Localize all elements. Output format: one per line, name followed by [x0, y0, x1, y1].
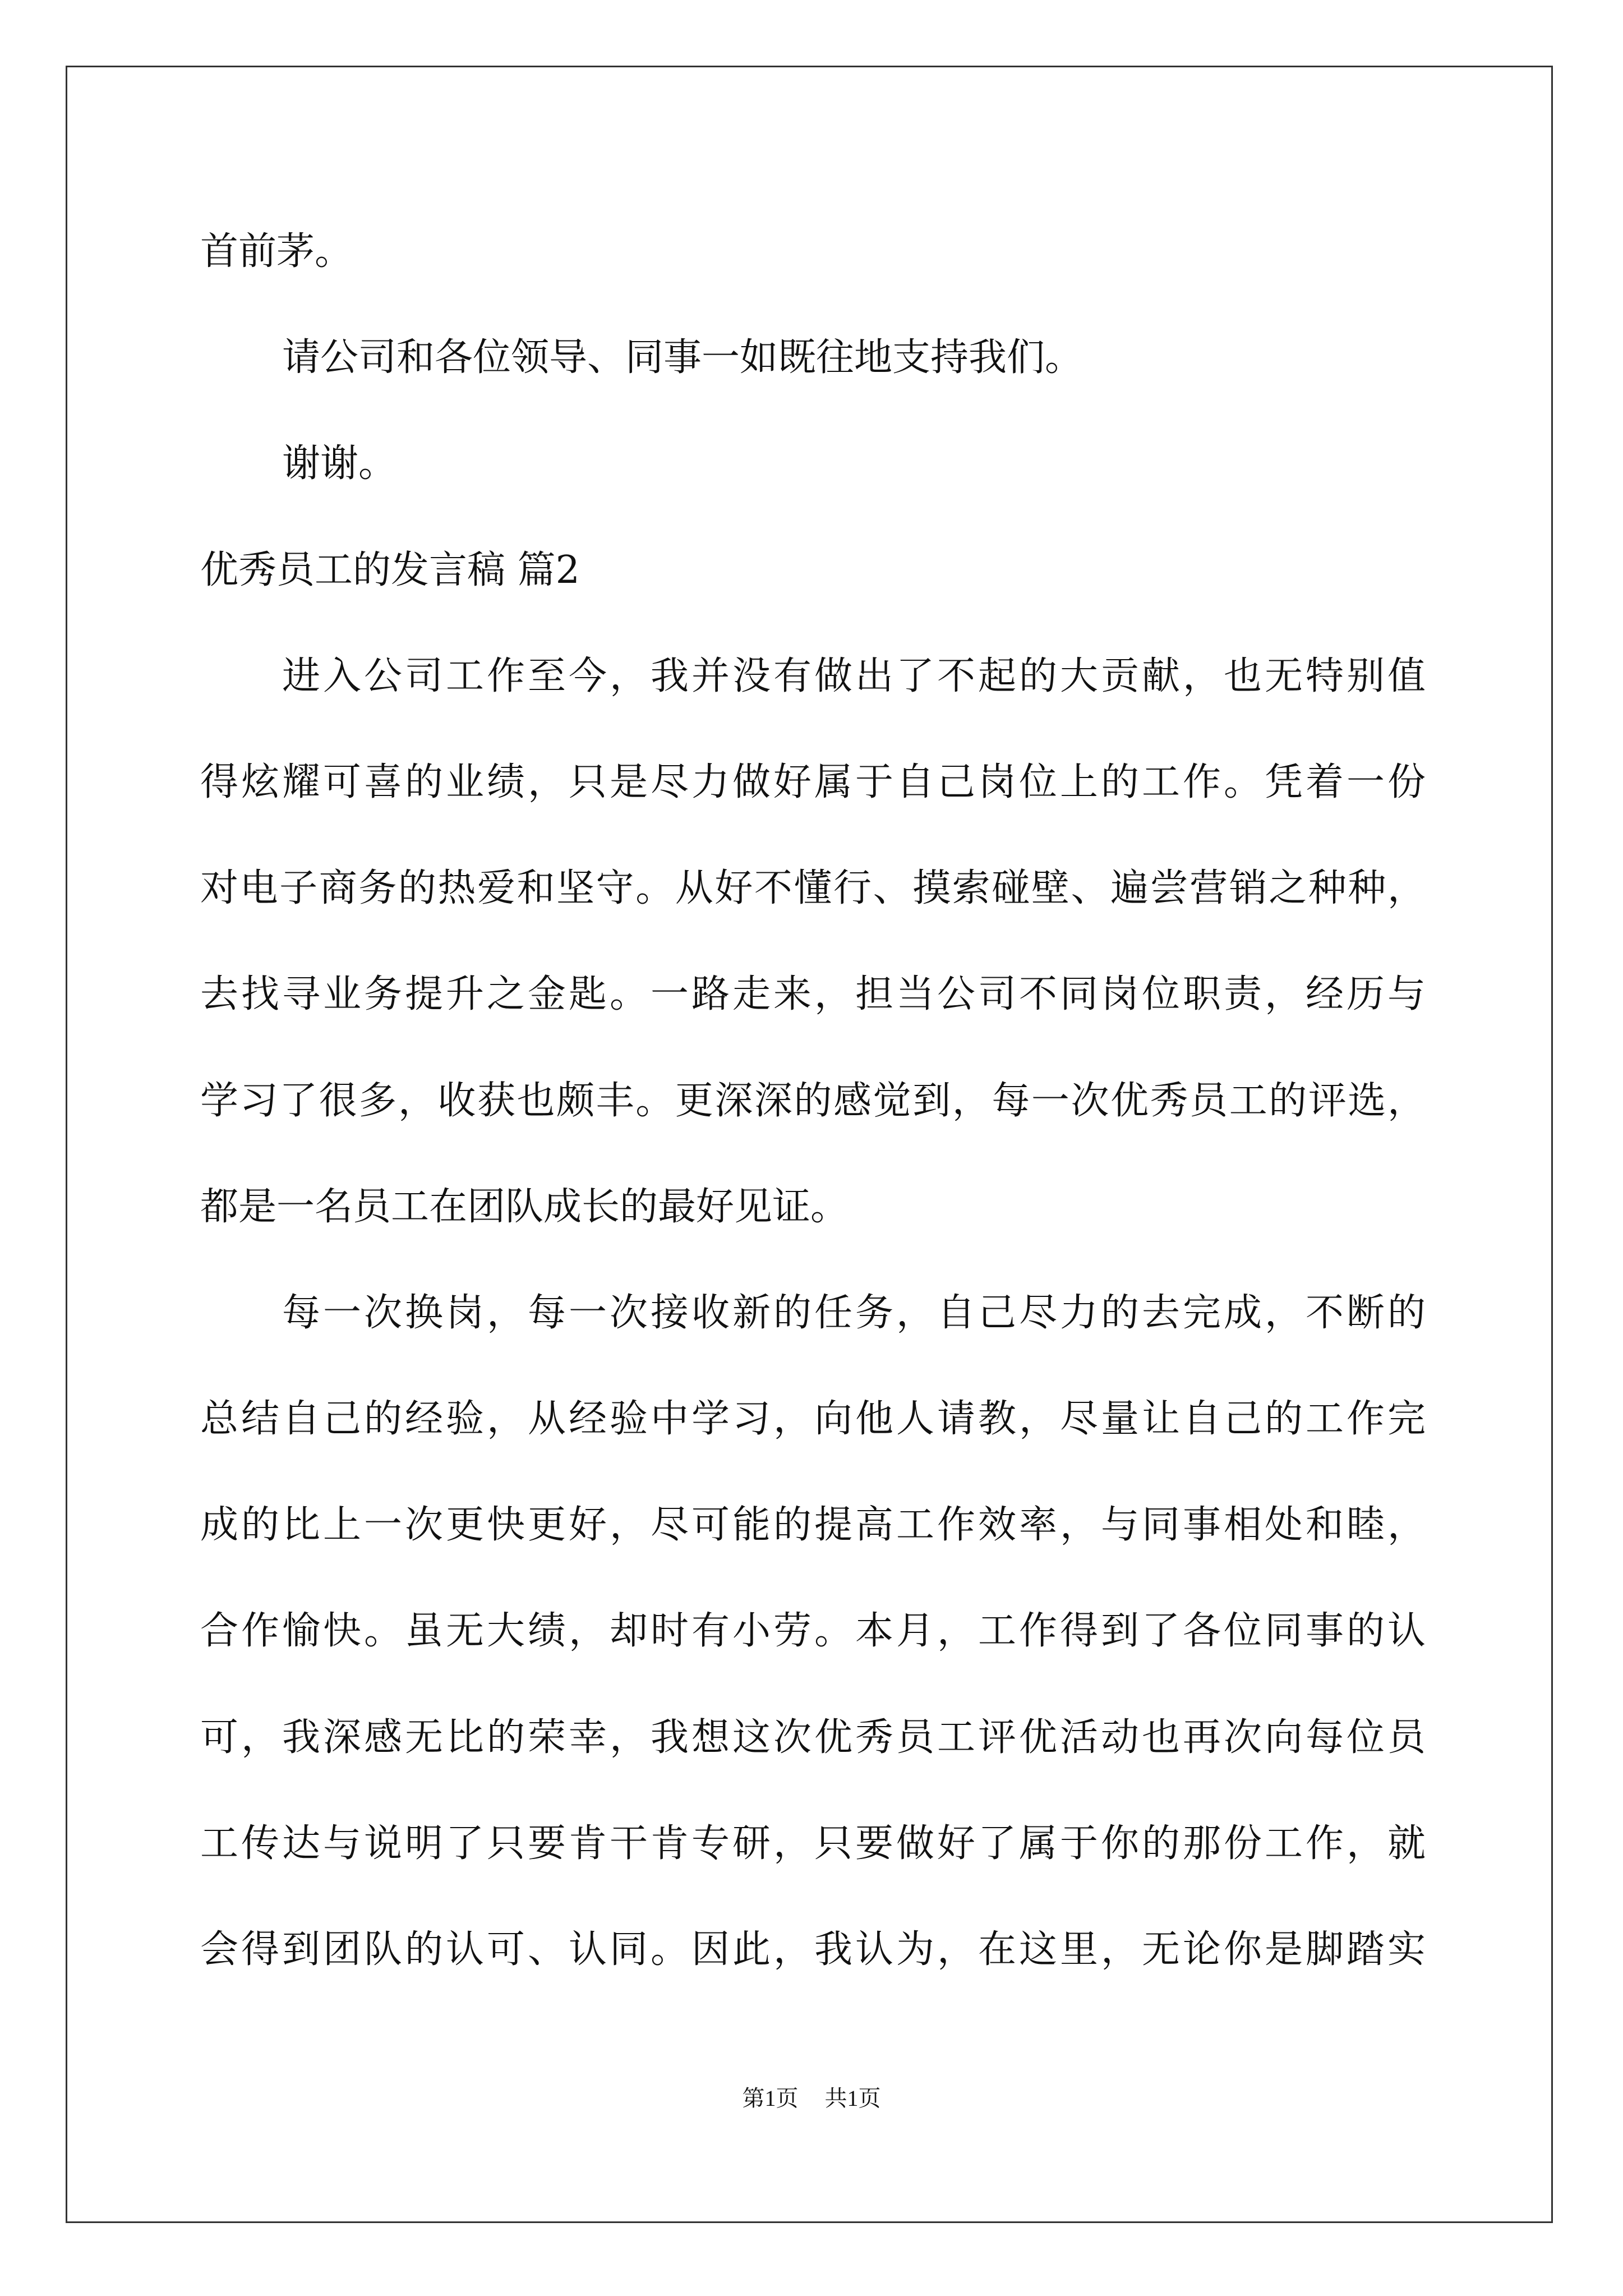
text-line: 去找寻业务提升之金匙。一路走来，担当公司不同岗位职责，经历与: [200, 972, 1426, 1017]
page-footer: [0, 2085, 1623, 2113]
text-line: 成的比上一次更快更好，尽可能的提高工作效率，与同事相处和睦，: [200, 1503, 1426, 1548]
thanks-line: 谢谢。: [282, 441, 397, 486]
text-line: 对电子商务的热爱和坚守。从好不懂行、摸索碰壁、遍尝营销之种种，: [200, 866, 1426, 911]
text-line: 总结自己的经验，从经验中学习，向他人请教，尽量让自己的工作完: [200, 1397, 1426, 1442]
text-line: 可，我深感无比的荣幸，我想这次优秀员工评优活动也再次向每位员: [200, 1715, 1426, 1760]
page-number: 第1页: [742, 2086, 799, 2111]
text-line: 工传达与说明了只要肯干肯专研，只要做好了属于你的那份工作，就: [200, 1821, 1426, 1866]
page-total: 共1页: [824, 2086, 881, 2111]
text-line: 学习了很多，收获也颇丰。更深深的感觉到，每一次优秀员工的评选，: [200, 1078, 1426, 1123]
paragraph: [200, 623, 1426, 1260]
document-body: [200, 199, 1426, 2003]
text-line: 得炫耀可喜的业绩，只是尽力做好属于自己岗位上的工作。凭着一份: [200, 760, 1426, 804]
text-line: 会得到团队的认可、认同。因此，我认为，在这里，无论你是脚踏实: [200, 1927, 1426, 1972]
text-line: 进入公司工作至今，我并没有做出了不起的大贡献，也无特别值: [282, 654, 1426, 698]
text-line: 每一次换岗，每一次接收新的任务，自己尽力的去完成，不断的: [282, 1290, 1426, 1335]
paragraph: [200, 1260, 1426, 2003]
text-line: 合作愉快。虽无大绩，却时有小劳。本月，工作得到了各位同事的认: [200, 1609, 1426, 1654]
section-heading: 优秀员工的发言稿 篇2: [200, 547, 580, 592]
carryover-line: 首前茅。: [200, 229, 353, 274]
text-line: 都是一名员工在团队成长的最好见证。: [200, 1184, 849, 1229]
closing-line: 请公司和各位领导、同事一如既往地支持我们。: [282, 335, 1083, 380]
